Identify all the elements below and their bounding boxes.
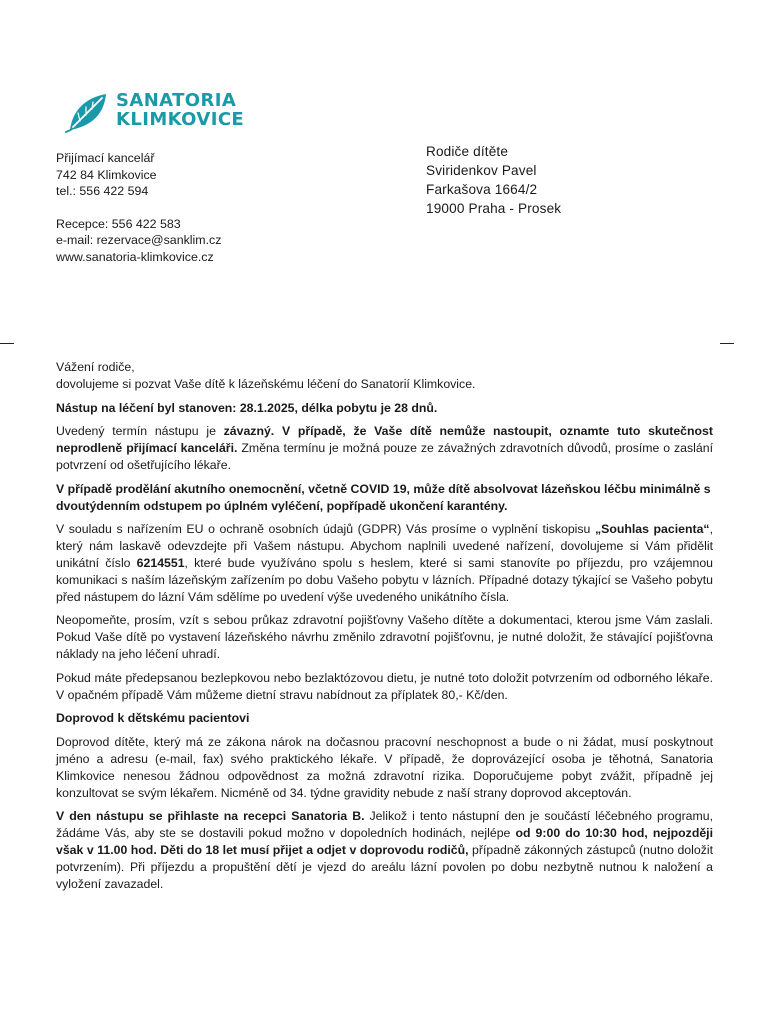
arrival-text-b: Jelikož i tento nástupní den je součástí léčebného programu, žádáme Vás, aby ste se dostavili pokud možno v dopoledních hodinách, nejlépe — [56, 809, 713, 841]
escort-heading — [56, 710, 713, 727]
escort-heading-text: Doprovod k dětskému pacientovi — [56, 711, 250, 726]
start-line-text: Nástup na léčení byl stanoven: 28.1.2025, délka pobytu je 28 dnů. — [56, 400, 438, 415]
logo-line-2: KLIMKOVICE — [116, 108, 245, 130]
gdpr-form-name: „Souhlas pacienta“ — [594, 522, 710, 537]
paragraph-gdpr — [56, 521, 713, 605]
recipient-line-4: 19000 Praha - Prosek — [426, 201, 562, 216]
sender-email[interactable]: e-mail: rezervace@sanklim.cz — [56, 233, 222, 248]
paragraph-arrival — [56, 808, 713, 892]
gdpr-text-c: , který nám laskavě odevzdejte při Vašem nástupu. Abychom naplnili uvedené nařízení, dovolujeme si Vám přidělit unikátní číslo — [56, 522, 714, 570]
p1-text-b: závazný. V případě, že Vaše dítě nemůže nastoupit, oznamte tuto skutečnost neprodleně přijímací kanceláři. — [56, 424, 713, 456]
paragraph-escort: Doprovod dítěte, který má ze zákona nárok na dočasnou pracovní neschopnost a bude o ni žádat, musí poskytnout jméno a adresu (e-mail, fax) svého praktického lékaře. V případě, že doprovázející osoba je těhotná, Sanatoria Klimkovice nenesou žádnou odpovědnost za možná zdravotní rizika. Doporučujeme pobyt zvážit, případně jej konzultovat se svým lékařem. Nicméně od 34. týdne gravidity nebude z naší strany doprovod akceptován. — [56, 735, 713, 800]
logo — [64, 92, 264, 134]
p1-text-a: Uvedený termín nástupu je — [56, 424, 224, 439]
sender-office: Přijímací kancelář — [56, 151, 155, 165]
greeting: Vážení rodiče, — [56, 360, 135, 374]
fold-mark-right — [720, 343, 734, 344]
sender-city: 742 84 Klimkovice — [56, 167, 157, 182]
paragraph-binding-term — [56, 423, 713, 473]
paragraph-insurance: Neopomeňte, prosím, vzít s sebou průkaz zdravotní pojišťovny Vašeho dítěte a dokumentaci, kterou jsme Vám zaslali. Pokud Vaše dítě po vystavení lázeňského návrhu změnilo zdravotní pojišťovnu, je nutné doložit, že stávající pojišťovna náklady na jeho léčení uhradí. — [56, 613, 713, 661]
start-line — [56, 400, 713, 417]
fold-mark-left — [0, 343, 14, 344]
sender-web[interactable]: www.sanatoria-klimkovice.cz — [56, 249, 214, 264]
sender-reception: Recepce: 556 422 583 — [56, 216, 181, 231]
logo-wordmark — [116, 92, 244, 129]
letter-body — [56, 359, 713, 899]
logo-line-1: SANATORIA — [116, 90, 237, 111]
paragraph-diet: Pokud máte předepsanou bezlepkovou nebo bezlaktózovou dietu, je nutné toto doložit potvrzením od odborného lékaře. V opačném případě Vám můžeme dietní stravu nabídnout za příplatek 80,- Kč/den. — [56, 670, 713, 702]
recipient-line-1: Rodiče dítěte — [426, 144, 509, 159]
recipient-line-3: Farkašova 1664/2 — [426, 182, 538, 197]
covid-text: V případě prodělání akutního onemocnění, včetně COVID 19, může dítě absolvovat lázeňskou léčbu minimálně s dvoutýdenním odstupem po úplném vyléčení, popřípadě ukončení karantény. — [56, 481, 711, 513]
paragraph-covid — [56, 481, 713, 515]
intro: dovolujeme si pozvat Vaše dítě k lázeňskému léčení do Sanatorií Klimkovice. — [56, 376, 476, 391]
p1-text-c: Změna termínu je možná pouze ze závažných zdravotních důvodů, prosíme o zaslání potvrzení od ošetřujícího lékaře. — [56, 441, 713, 472]
gdpr-text-a: V souladu s nařízením EU o ochraně osobních údajů (GDPR) Vás prosíme o vyplnění tiskopisu — [56, 522, 595, 537]
gdpr-unique-number: 6214551 — [136, 555, 185, 570]
arrival-text-c: od 9:00 do 10:30 hod, nejpozději však v 11.00 hod. Děti do 18 let musí přijet a odjet v doprovodu rodičů, — [56, 826, 714, 857]
arrival-text-d: případně zákonných zástupců (nutno doložit potvrzením). Při příjezdu a propuštění dětí je vjezd do areálu lázní povolen po dobu nezbytně nutnou k naložení a vyložení zavazadel. — [56, 842, 713, 891]
sender-address — [56, 150, 221, 266]
recipient-address — [426, 142, 561, 218]
arrival-text-a: V den nástupu se přihlaste na recepci Sanatoria B. — [56, 809, 365, 824]
sender-phone: tel.: 556 422 594 — [56, 184, 149, 199]
gdpr-text-e: , které bude využíváno spolu s heslem, které si sami stanovíte po příjezdu, pro vzájemnou komunikaci s naším lázeňským zařízením po dobu Vašeho pobytu v lázních. Případné dotazy týkající se Vašeho pobytu před nástupem do lázní Vám sdělíme po uvedení výše uvedeného unikátního čísla. — [56, 555, 713, 604]
leaf-icon — [64, 92, 110, 134]
recipient-line-2: Sviridenkov Pavel — [426, 163, 537, 178]
